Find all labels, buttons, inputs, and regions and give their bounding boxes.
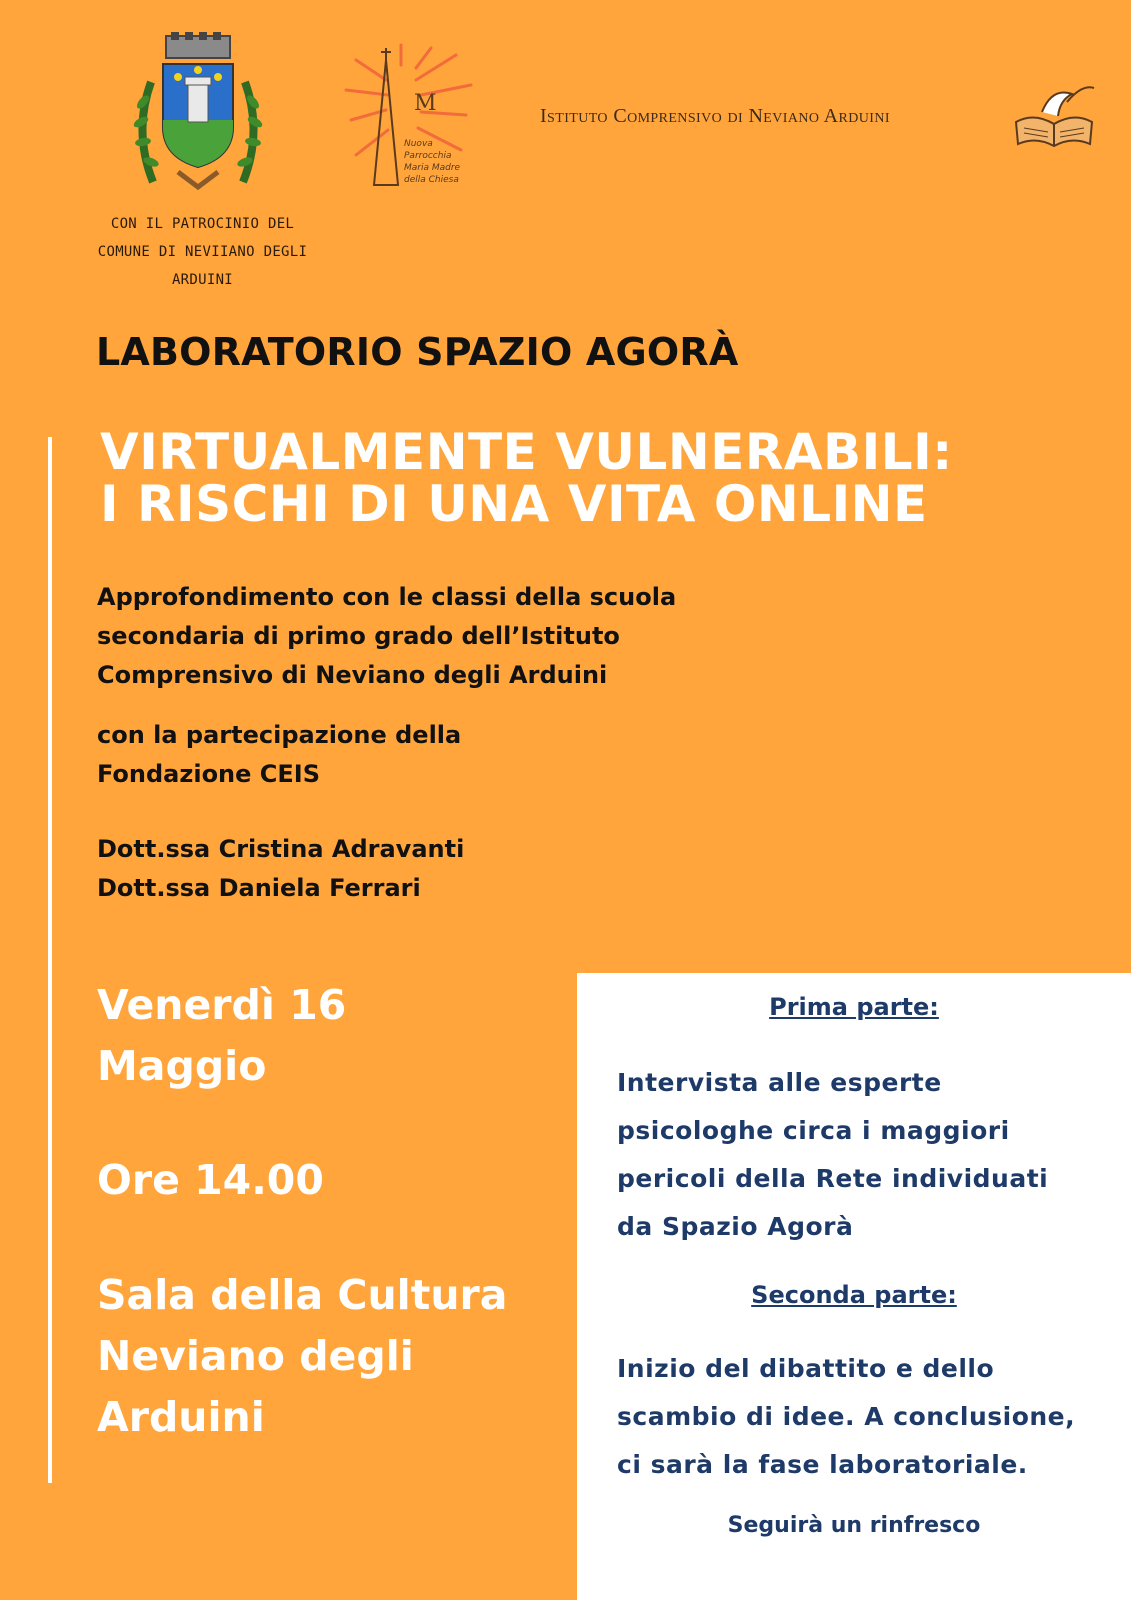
part2-heading: Seconda parte: [751,1281,957,1309]
event-venue: Sala della Cultura Neviano degli Arduini [97,1271,508,1441]
patronage-text: CON IL PATROCINIO DEL COMUNE DI NEVIIANO DEGLI ARDUINI [97,216,308,288]
intro-text: Approfondimento con le classi della scuola secondaria di primo grado dell’Istituto Comprensivo di Neviano degli Arduini [97,583,677,689]
institute-name: Istituto Comprensivo di Neviano Arduini [540,105,890,127]
event-title: VIRTUALMENTE VULNERABILI: I RISCHI DI UNA VITA ONLINE [100,423,953,533]
speakers-list: Dott.ssa Cristina Adravanti Dott.ssa Daniela Ferrari [97,835,465,902]
event-time: Ore 14.00 [97,1156,324,1204]
part2-description: Inizio del dibattito e dello scambio di idee. A conclusione, ci sarà la fase laboratoriale. [617,1354,1076,1479]
lab-title: LABORATORIO SPAZIO AGORÀ [96,330,739,374]
municipal-crest-icon [133,32,263,192]
decorative-divider [48,437,52,1483]
program-panel [577,973,1131,1600]
participation-text: con la partecipazione della Fondazione CEIS [97,721,462,788]
open-book-icon [1012,82,1096,158]
closing-note: Seguirà un rinfresco [727,1513,981,1538]
parish-name: Nuova Parrocchia Maria Madre della Chiesa [404,139,461,185]
part1-heading: Prima parte: [769,993,939,1021]
part1-description: Intervista alle esperte psicologhe circa i maggiori pericoli della Rete individuati da Spazio Agorà [617,1068,1049,1241]
svg-text:M: M [414,91,437,116]
event-date: Venerdì 16 Maggio [97,981,347,1090]
